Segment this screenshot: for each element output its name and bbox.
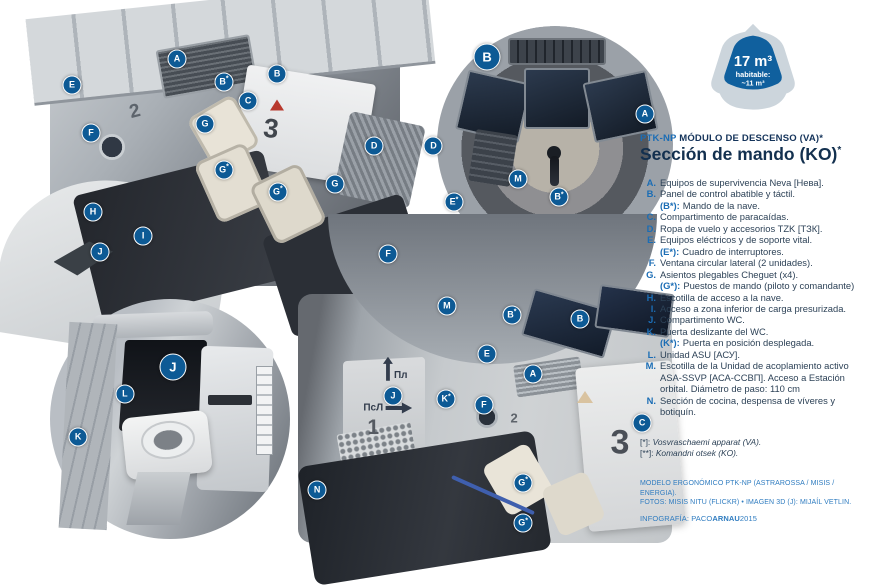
habitable-label: habitable: — [735, 69, 771, 79]
legend-letter: N. — [646, 394, 656, 406]
label-badge: L — [115, 385, 134, 404]
ribbed-stowage-panel — [333, 111, 426, 209]
label-badge: J — [159, 353, 186, 380]
footnote: [*]: Vosvraschaemi apparat (VA). — [640, 437, 762, 447]
legend-item — [640, 211, 869, 222]
photo-annotation: 3 — [261, 112, 280, 145]
dispenser-slot — [208, 395, 251, 405]
label-badge: M — [437, 296, 456, 315]
legend-letter: B. — [646, 188, 656, 200]
label-badge: F — [474, 396, 493, 415]
label-badge: F — [81, 123, 100, 142]
label-badge: M — [508, 169, 527, 188]
legend-list — [640, 177, 869, 418]
label-badge: E — [63, 76, 82, 95]
label-badge: K — [69, 428, 88, 447]
control-stick — [550, 156, 559, 186]
photo-annotation: 2 — [127, 100, 143, 124]
footnotes — [640, 437, 761, 459]
legend-letter: H. — [646, 291, 656, 303]
label-badge: A — [635, 105, 654, 124]
label-badge: A — [168, 50, 187, 69]
photo-annotation: Пл — [383, 357, 408, 381]
label-badge: B — [474, 43, 501, 70]
photo-annotation: 1 — [367, 415, 380, 439]
legend-item — [640, 292, 869, 303]
footnote: [**]: Komandni otsek (KO). — [640, 448, 739, 458]
legend-item — [640, 188, 869, 199]
label-badge: G — [196, 115, 215, 134]
label-badge: G — [325, 175, 344, 194]
descent-module-silhouette — [704, 20, 802, 116]
legend-text: Asientos plegables Cheguet (x4). — [660, 268, 799, 280]
photo-annotation — [270, 99, 284, 110]
legend-text: Acceso a zona inferior de carga presurizada. — [660, 302, 847, 314]
module-name: MÓDULO DE DESCENSO (VA)* — [676, 133, 824, 144]
label-badge: J — [383, 387, 402, 406]
legend-text: Ropa de vuelo y accesorios TZK [ТЗК]. — [660, 222, 823, 234]
legend-letter: I. — [650, 302, 656, 314]
legend-item — [640, 337, 869, 348]
label-badge: B — [268, 65, 287, 84]
legend-item — [640, 349, 869, 360]
legend-item — [640, 360, 869, 394]
legend-item — [640, 177, 869, 188]
info-panel — [640, 0, 869, 530]
legend-text: Unidad ASU [АСУ]. — [660, 348, 740, 360]
toilet-base — [126, 472, 190, 525]
legend-item — [640, 200, 869, 211]
photo-annotation: ПсЛ — [363, 403, 412, 414]
porthole-window — [99, 134, 125, 160]
label-badge: A — [523, 364, 542, 383]
legend-letter: D. — [646, 222, 656, 234]
legend-item — [640, 314, 869, 325]
photo-wc-compartment — [50, 299, 290, 539]
legend-letter: K. — [646, 325, 656, 337]
legend-sub-prefix: (G*): — [660, 280, 681, 292]
label-badge: E * — [444, 193, 463, 212]
legend-text: Escotilla de acceso a la nave. — [660, 291, 784, 303]
legend-item — [640, 303, 869, 314]
legend-text: Compartimento de paracaídas. — [660, 211, 789, 223]
legend-letter — [640, 280, 656, 291]
control-screen — [524, 68, 589, 129]
photo-annotation — [577, 391, 593, 403]
legend-letter: M. — [645, 360, 656, 372]
seat-bank — [72, 149, 294, 324]
label-badge: N — [308, 480, 327, 499]
photo-annotation: 3 — [610, 423, 630, 462]
sliding-door — [59, 322, 118, 531]
label-badge: F — [379, 245, 398, 264]
credits-signature: INFOGRAFÍA: PACOARNAU2015 — [640, 513, 757, 523]
label-badge: K * — [437, 390, 456, 409]
keyboard-strip — [508, 38, 606, 66]
legend-item — [640, 280, 869, 291]
label-badge: H — [84, 203, 103, 222]
legend-letter — [640, 337, 656, 348]
label-badge: B * — [550, 188, 569, 207]
capsule-volume-icon — [704, 20, 802, 116]
legend-letter — [640, 246, 656, 257]
habitable-value: ~11 m³ — [741, 78, 765, 88]
legend-text: Mando de la nave. — [682, 199, 760, 211]
label-badge: C — [633, 413, 652, 432]
legend-item — [640, 395, 869, 418]
legend-sub-prefix: (B*): — [660, 199, 680, 211]
photo-interior-rear — [298, 291, 672, 543]
legend-sub-prefix: (E*): — [660, 245, 680, 257]
volume-value: 17 m³ — [733, 54, 773, 71]
label-badge: G * — [514, 514, 533, 533]
legend-letter: F. — [648, 257, 656, 269]
label-badge: B * — [502, 305, 521, 324]
legend-text: Puerta deslizante del WC. — [660, 325, 769, 337]
legend-letter: E. — [647, 234, 656, 246]
page-title: Sección de mando (KO)* — [640, 144, 842, 164]
legend-letter: J. — [648, 314, 656, 326]
legend-item — [640, 269, 869, 280]
legend-text: Cuadro de interruptores. — [682, 245, 784, 257]
label-badge: G * — [268, 182, 287, 201]
legend-letter — [640, 200, 656, 211]
legend-letter: L. — [647, 348, 656, 360]
label-badge: J — [91, 242, 110, 261]
legend-letter: G. — [646, 268, 656, 280]
label-badge: I — [134, 226, 153, 245]
credits-line1: MODELO ERGONÓMICO PTK-NP (ASTRAROSSA / MISIS / ENERGIA). — [640, 480, 835, 497]
credits — [640, 479, 869, 523]
label-badge: D — [365, 137, 384, 156]
legend-sub-prefix: (K*): — [660, 337, 680, 349]
credits-line2: FOTOS: MISIS NITU (FLICKR) • IMAGEN 3D (J): MIJAÍL VETLIN. — [640, 499, 852, 506]
legend-item — [640, 326, 869, 337]
label-badge: G * — [214, 160, 233, 179]
module-kicker — [640, 133, 823, 144]
label-badge: B — [570, 309, 589, 328]
legend-text: Equipos de supervivencia Neva [Нева]. — [660, 177, 824, 188]
legend-text: Compartimento WC. — [660, 314, 745, 326]
legend-text: Escotilla de la Unidad de acoplamiento activo ASA-SSVP [АСА-ССВП]. Acceso a Estación orbital. Diámetro de paso: 110 cm — [660, 360, 849, 395]
legend-text: Panel de control abatible y táctil. — [660, 188, 795, 200]
legend-letter: A. — [646, 177, 656, 188]
label-badge: D — [424, 136, 443, 155]
legend-text: Sección de cocina, despensa de víveres y botiquín. — [660, 394, 836, 418]
legend-text: Puerta en posición desplegada. — [682, 337, 815, 349]
photo-annotation: 2 — [510, 410, 518, 426]
button-column — [256, 366, 272, 454]
legend-item — [640, 234, 869, 245]
legend-text: Ventana circular lateral (2 unidades). — [660, 257, 813, 269]
legend-letter: C. — [646, 211, 656, 223]
label-badge: C — [239, 92, 258, 111]
legend-item — [640, 257, 869, 268]
legend-text: Equipos eléctricos y de soporte vital. — [660, 234, 813, 246]
label-badge: G * — [514, 473, 533, 492]
legend-item — [640, 223, 869, 234]
legend-text: Puestos de mando (piloto y comandante) — [683, 280, 855, 292]
label-badge: B * — [214, 72, 233, 91]
module-code: PTK-NP — [640, 133, 677, 144]
label-badge: E — [477, 345, 496, 364]
legend-item — [640, 246, 869, 257]
